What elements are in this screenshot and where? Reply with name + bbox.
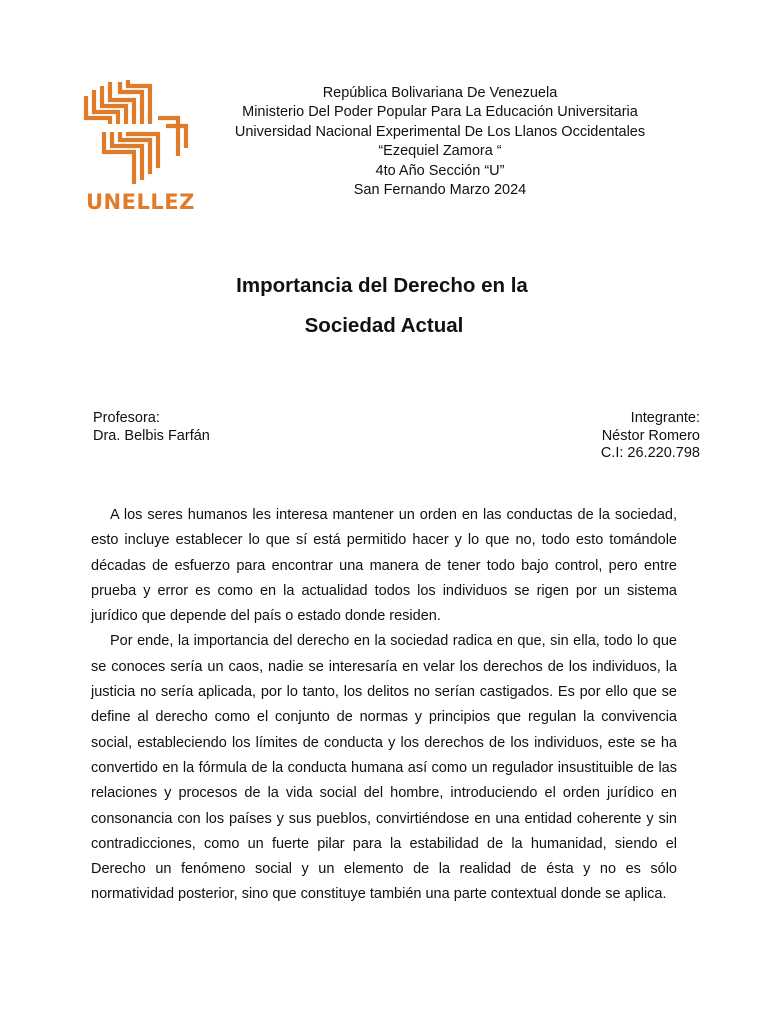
unellez-emblem-icon: [80, 78, 192, 188]
institution-header: [200, 84, 680, 200]
header-line-republic: República Bolivariana De Venezuela: [322, 85, 558, 101]
logo-wordmark: UNELLEZ: [86, 190, 195, 214]
body-paragraph-2: Por ende, la importancia del derecho en la sociedad radica en que, sin ella, todo lo que se conoces sería un caos, nadie se interesaría en velar los derechos de los individuos, la justicia no sería aplicada, por lo tanto, los delitos no serían castigados. Es por ello que se define al derecho como el conjunto de normas y principios que regulan la convivencia social, estableciendo los límites de conducta y los derechos de los individuos, este se ha convertido en la fórmula de la conducta humana así como un regulador insustituible de las relaciones y procesos de la vida social del hombre, introduciendo el orden jurídico en consonancia con los países y sus pueblos, convirtiéndose en una entidad coherente y sin contradicciones, como un fuerte pilar para la estabilidad de la humanidad, siendo el Derecho un fenómeno social y un elemento de la realidad de ésta y no es sólo normatividad posterior, sino que constituye también una parte contextual donde se aplica.: [91, 633, 677, 903]
member-label: Integrante:: [630, 410, 700, 426]
body-paragraph-1: A los seres humanos les interesa mantener un orden en las conductas de la sociedad, esto incluye establecer lo que sí está permitido hacer y lo que no, todo esto tomándole décadas de esfuerzo para encontrar una manera de tener todo bajo control, pero entre prueba y error es como en la actualidad todos los individuos se rigen por un sistema jurídico que depende del país o estado donde residen.: [91, 507, 677, 625]
professor-block: [93, 410, 210, 445]
unellez-logo: [80, 78, 195, 214]
header-line-place-date: San Fernando Marzo 2024: [353, 182, 527, 199]
body-text: [91, 503, 677, 908]
header-line-named: “Ezequiel Zamora “: [378, 143, 502, 160]
professor-name: Dra. Belbis Farfán: [93, 427, 210, 444]
title-line-1: Importancia del Derecho en la: [236, 274, 528, 297]
title-line-2: Sociedad Actual: [304, 314, 464, 337]
member-name: Néstor Romero: [601, 427, 700, 444]
header-line-ministry: Ministerio Del Poder Popular Para La Educación Universitaria: [242, 104, 638, 121]
document-title: [0, 266, 768, 346]
header-line-section: 4to Año Sección “U”: [375, 162, 505, 179]
member-block: [601, 410, 700, 463]
professor-label: Profesora:: [93, 410, 160, 426]
header-line-university: Universidad Nacional Experimental De Los Llanos Occidentales: [234, 123, 646, 140]
member-id: C.I: 26.220.798: [600, 445, 700, 461]
